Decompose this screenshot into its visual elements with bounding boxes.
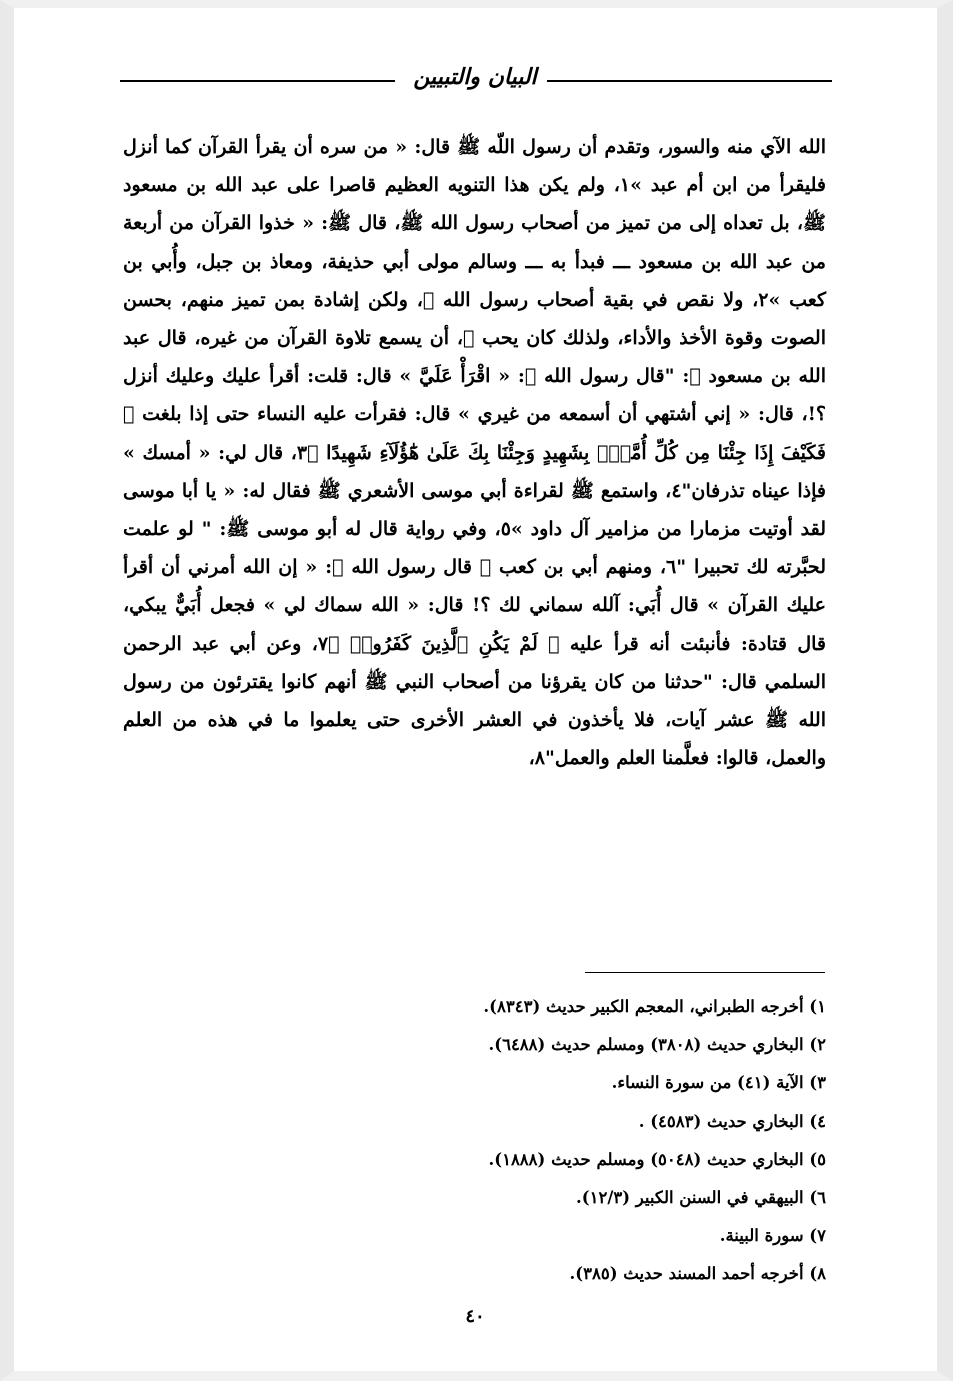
header-title: البيان والتبيين	[413, 64, 537, 90]
footnotes	[300, 988, 826, 1294]
footnote-2: ٢) البخاري حديث (٣٨٠٨) ومسلم حديث (٦٤٨٨).	[488, 1035, 826, 1055]
footnote-7: ٧) سورة البينة.	[719, 1226, 826, 1246]
header-rule-right	[547, 80, 832, 82]
footnote-5: ٥) البخاري حديث (٥٠٤٨) ومسلم حديث (١٨٨٨).	[488, 1149, 826, 1169]
footnote-3: ٣) الآية (٤١) من سورة النساء.	[611, 1073, 826, 1093]
page-number: ٤٠	[465, 1306, 485, 1327]
running-header	[120, 62, 832, 102]
body-paragraph: الله الآي منه والسور، وتقدم أن رسول اللّه ﷺ قال: « من سره أن يقرأ القرآن كما أنزل فليقرأ من ابن أم عبد »١، ولم يكن هذا التنويه العظيم قاصرا على عبد الله بن مسعود ﷺ، بل تعداه إلى من تميز من أصحاب رسول الله ﷺ، قال ﷺ: « خذوا القرآن من أربعة من عبد الله بن مسعود ـــ فبدأ به ـــ وسالم مولى أبي حذيفة، ومعاذ بن جبل، وأُبي بن كعب »٢، ولا نقص في بقية أصحاب رسول الله ﷺ، ولكن إشادة بمن تميز منهم، بحسن الصوت وقوة الأخذ والأداء، ولذلك كان يحب ﷺ، أن يسمع تلاوة القرآن من غيره، قال عبد الله بن مسعود ﷺ: "قال رسول الله ﷺ: « اقْرَأْ عَلَيَّ » قال: قلت: أقرأ عليك وعليك أنزل ؟!، قال: « إني أشتهي أن أسمعه من غيري » قال: فقرأت عليه النساء حتى إذا بلغت ﴿ فَكَيْفَ إِذَا جِئْنَا مِن كُلِّ أُمَّةٍۭ بِشَهِيدٍ وَجِئْنَا بِكَ عَلَىٰ هَٰٓؤُلَآءِ شَهِيدًا ﴾٣، قال لي: « أمسك » فإذا عيناه تذرفان"٤، واستمع ﷺ لقراءة أبي موسى الأشعري ﷺ فقال له: « يا أبا موسى لقد أوتيت مزمارا من مزامير آل داود »٥، وفي رواية قال له أبو موسى ﷺ: " لو علمت لحبَّرته لك تحبيرا "٦، ومنهم أبي بن كعب ﷺ قال رسول الله ﷺ: « إن الله أمرني أن أقرأ عليك القرآن » قال أُبَي: آلله سماني لك ؟! قال: « الله سماك لي » فجعل أُبَيٌّ يبكي، قال قتادة: فأنبئت أنه قرأ عليه ﴿ لَمْ يَكُنِ ٱلَّذِينَ كَفَرُوا۟ ﴾٧، وعن أبي عبد الرحمن السلمي قال: "حدثنا من كان يقرؤنا من أصحاب النبي ﷺ أنهم كانوا يقترئون من رسول الله ﷺ عشر آيات، فلا يأخذون في العشر الأخرى حتى يعلموا ما في هذه من العلم والعمل، قالوا: فعلَّمنا العلم والعمل"٨،	[123, 136, 827, 770]
footnote-1: ١) أخرجه الطبراني، المعجم الكبير حديث (٨٣٤٣).	[483, 997, 826, 1016]
footnote-6: ٦) البيهقي في السنن الكبير (١٢/٣).	[576, 1188, 826, 1208]
footnote-separator	[585, 972, 825, 973]
main-text	[123, 128, 826, 777]
header-rule-left	[120, 80, 395, 82]
footnote-4: ٤) البخاري حديث (٤٥٨٣) .	[638, 1111, 826, 1131]
footnote-8: ٨) أخرجه أحمد المسند حديث (٣٨٥).	[569, 1264, 826, 1284]
